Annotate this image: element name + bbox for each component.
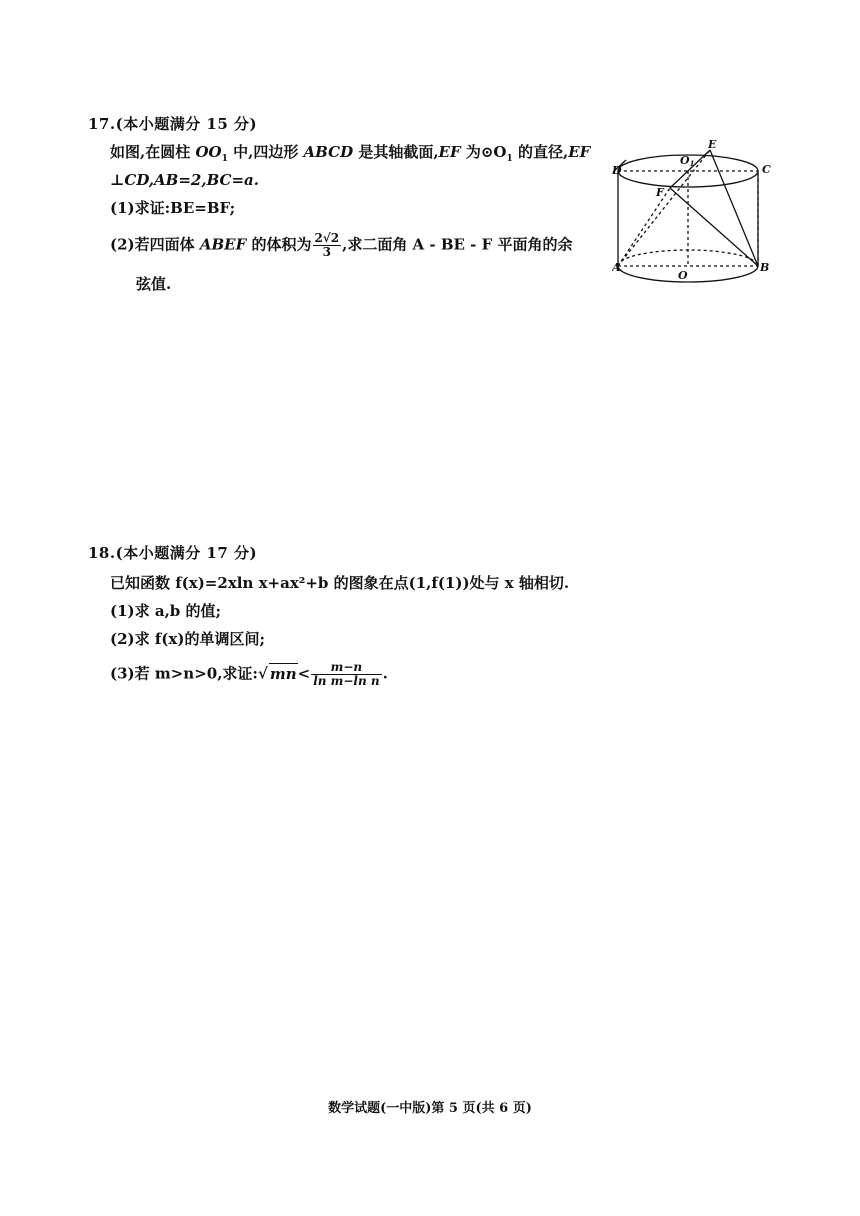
intro-ef-2: EF [568, 143, 591, 161]
label-f: F [656, 186, 664, 199]
question-18-part-1: (1)求 a,b 的值; [110, 602, 222, 620]
part3-text: (3)若 m>n>0,求证: [110, 664, 258, 683]
question-17-line-2: ⊥CD,AB=2,BC=a. [110, 171, 259, 189]
question-17-part-2-cont: 弦值. [136, 275, 172, 293]
part2-text: (2)若四面体 [110, 235, 200, 254]
volume-numerator: 2√2 [314, 231, 340, 245]
intro-sub-2: 1 [506, 154, 513, 164]
intro-text-5: 的直径, [512, 143, 569, 161]
part2-text-3: ,求二面角 A - BE - F 平面角的余 [342, 235, 573, 254]
cylinder-figure [612, 138, 772, 283]
question-17 [88, 114, 618, 304]
intro-text-3: 是其轴截面, [353, 143, 439, 161]
intro-abcd: ABCD [303, 143, 354, 161]
intro-oo: OO [195, 143, 222, 161]
question-17-part-2 [110, 232, 573, 259]
page-footer: 数学试题(一中版)第 5 页(共 6 页) [328, 1101, 532, 1116]
question-18 [88, 543, 688, 703]
label-c: C [762, 163, 771, 176]
edge-bf [670, 188, 758, 266]
label-o1 [680, 154, 694, 168]
label-o1-letter: O [680, 154, 690, 167]
part3-less-than: < [297, 664, 311, 683]
edge-be [710, 150, 758, 266]
question-18-part-3: (3)若 m>n>0,求证:√ mn< $\frac{m-n}{\text{ln m−ln n}}$ . [110, 660, 388, 688]
intro-ef: EF [438, 143, 461, 161]
question-18-intro: 已知函数 f(x)=2xln x+ax²+b 的图象在点(1,f(1))处与 x 轴相切. [110, 574, 570, 592]
part3-end: . [382, 664, 388, 683]
question-17-part-1: (1)求证:BE=BF; [110, 199, 236, 217]
question-17-header: 17.(本小题满分 15 分) [88, 115, 258, 133]
label-o1-sub: 1 [689, 159, 695, 168]
label-a: A [612, 261, 621, 274]
intro-text-2: 中,四边形 [227, 143, 304, 161]
intro-text: 如图,在圆柱 [110, 143, 191, 161]
part3-numerator: m−n [311, 661, 381, 675]
bottom-front-arc [618, 266, 758, 282]
part3-sqrt: mn [269, 664, 297, 683]
label-b: B [760, 261, 770, 274]
intro-sub: 1 [221, 154, 228, 164]
volume-fraction [313, 232, 342, 259]
volume-denominator: 3 [322, 245, 331, 259]
label-o: O [678, 269, 688, 282]
question-17-intro [110, 142, 590, 169]
part3-denominator: ln m−ln n [313, 674, 380, 688]
label-e: E [708, 138, 717, 151]
intro-text-4: 为⊙O [460, 143, 507, 161]
part3-fraction [311, 661, 381, 688]
edge-af [618, 188, 670, 266]
question-18-header: 18.(本小题满分 17 分) [88, 544, 258, 562]
question-18-part-2: (2)求 f(x)的单调区间; [110, 630, 265, 648]
label-d: D [612, 164, 622, 177]
part2-abef: ABEF [199, 235, 247, 254]
edge-ae [618, 150, 710, 266]
part2-text-2: 的体积为 [246, 235, 312, 254]
